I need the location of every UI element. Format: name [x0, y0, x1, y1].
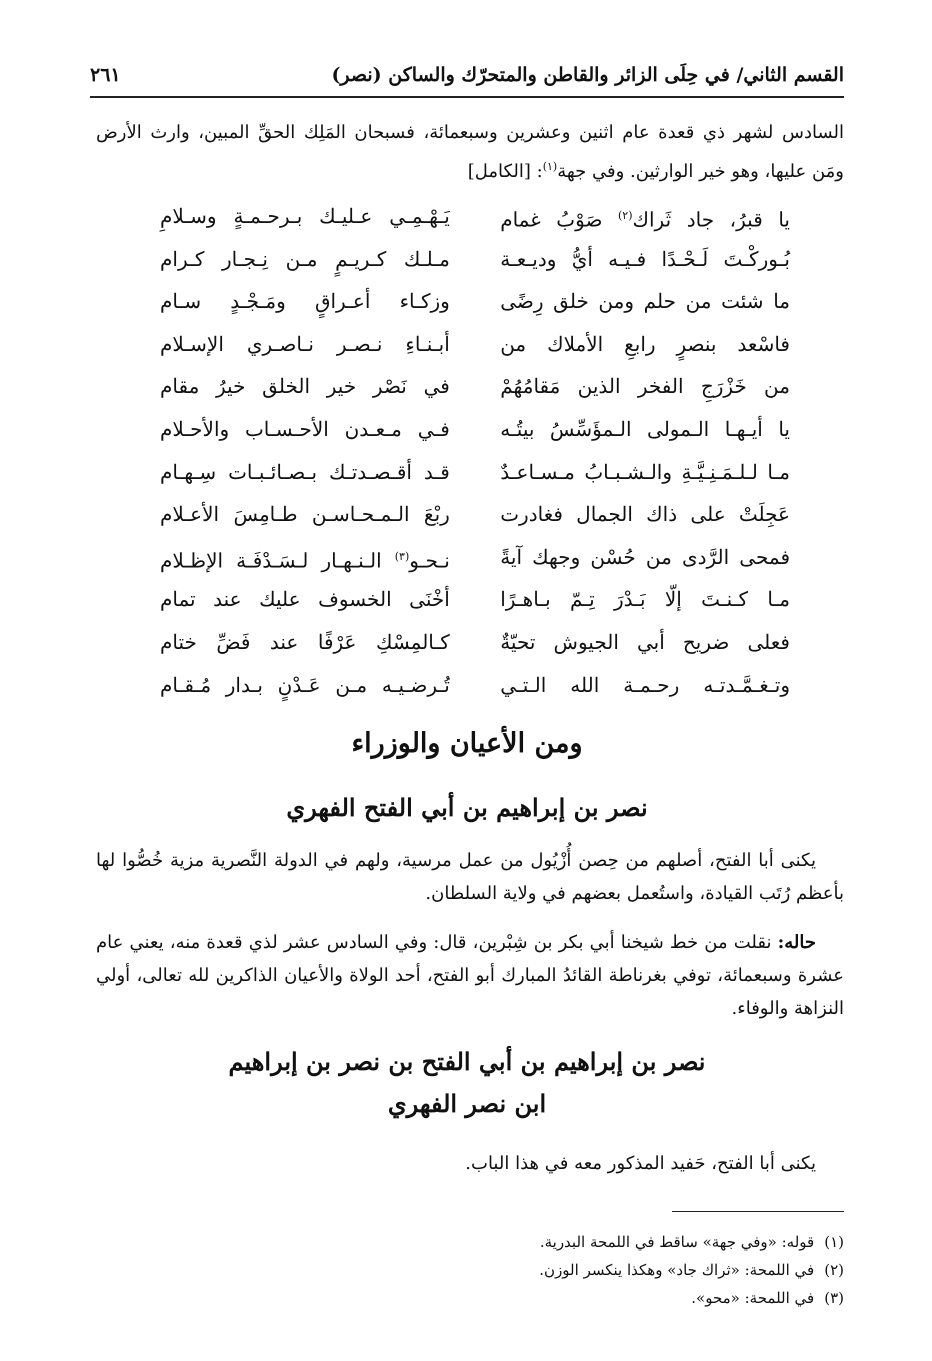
page-number: ٢٦١	[90, 64, 121, 86]
verse-first-hemistich: مـا لـلـمَـنِـيَّـةِ والـشـبـابُ مـسـاعـدٌ	[500, 459, 790, 484]
verse-second-hemistich: مـلـك كـريـمٍ مـن نِـجـار كـرام	[160, 246, 450, 271]
verse-second-hemistich: وزكـاء أعـراقٍ ومَـجْـدٍ سـام	[160, 289, 450, 314]
poem-verse	[160, 196, 790, 239]
person1-paragraph	[96, 844, 844, 910]
footnote-rule	[672, 1211, 844, 1212]
intro-text: السادس لشهر ذي قعدة عام اثنين وعشرين وسبعمائة، فسبحان المَلِك الحقِّ المبين، وارث الأرض ومَن عليها، وهو خير الوارثين. وفي جهة	[96, 122, 844, 182]
verse-second-hemistich: كـالمِسْكِ عَرْفًا عند فَضِّ ختام	[160, 629, 450, 654]
poem-verse	[160, 579, 790, 622]
person2-title-line1: نصر بن إبراهيم بن أبي الفتح بن نصر بن إبراهيم	[228, 1047, 706, 1076]
footnote-text: في اللمحة: «محو».	[691, 1289, 815, 1307]
running-header	[90, 58, 844, 98]
verse-second-hemistich: فـي مـعـدن الأحـسـاب والأحـلام	[160, 416, 450, 441]
footnotes	[96, 1228, 844, 1312]
footnote-number: (٣)	[824, 1289, 844, 1307]
verse-second-hemistich: يَـهْـمِـي عـليـك بـرحـمـةٍ وسـلامِ	[160, 204, 450, 228]
verse-first-hemistich: مـا كـنـتَ إلّا بَـدْرَ تِـمّ بـاهـرًا	[500, 587, 790, 612]
verse-second-hemistich: ربْعَ الـمـحـاسـن طـامِسَ الأعـلام	[160, 502, 450, 527]
poem-verse	[160, 452, 790, 495]
poem-verse	[160, 409, 790, 452]
footnote-number: (١)	[824, 1233, 844, 1251]
verse-first-hemistich: بُـوركْـتَ لَـحْـدًا فـيـه أيُّ وديـعـة	[500, 246, 790, 271]
verse-first-hemistich: فعلى ضريح أبي الجيوش تحيّةٌ	[500, 629, 790, 654]
header-rule	[90, 96, 844, 98]
footnote	[96, 1284, 844, 1312]
poem-verse	[160, 324, 790, 367]
person2-paragraph	[96, 1147, 844, 1180]
footnote-marker-1: (١)	[542, 160, 558, 173]
verse-first-hemistich: فاسْعد بنصرٍ رابعِ الأملاك من	[500, 331, 790, 356]
verse-second-hemistich: نـحـو$^{(٣)}$ الـنـهـار لـسَـدْفَـة الإظـلام	[160, 548, 450, 573]
intro-paragraph	[96, 116, 844, 189]
poem-verse	[160, 622, 790, 665]
poem-verse	[160, 239, 790, 282]
verse-second-hemistich: أخْنَى الخسوف عليك عند تمام	[160, 587, 450, 612]
verse-first-hemistich: وتـغـمَّـدتـه رحـمـة الله الـتـي	[500, 672, 790, 697]
poem	[160, 196, 790, 707]
person2-paragraph-text: يكنى أبا الفتح، حَفيد المذكور معه في هذا الباب.	[465, 1153, 816, 1174]
footnote-text: قوله: «وفي جهة» ساقط في اللمحة البدرية.	[539, 1233, 815, 1251]
verse-second-hemistich: تُـرضـيـه مـن عَـدْنٍ بـدار مُـقـام	[160, 672, 450, 697]
footnote	[96, 1228, 844, 1256]
hal-text: نقلت من خط شيخنا أبي بكر بن شِبْرين، قال: وفي السادس عشر لذي قعدة منه، يعني عام عشرة وسبعمائة، توفي بغرناطة القائدُ المبارك أبو الفتح، أحد الولاة والأعيان الذاكرين لله تعالى، أولي النزاهة والوفاء.	[96, 932, 844, 1019]
verse-first-hemistich: فمحى الرَّدى من حُسْن وجهك آيةً	[500, 544, 790, 569]
footnote	[96, 1256, 844, 1284]
footnote-marker-2: (٢)	[618, 209, 633, 222]
person1-hal-paragraph	[96, 926, 844, 1025]
running-title: القسم الثاني/ في حِلَى الزائر والقاطن والمتحرّك والساكن (نصر)	[331, 64, 844, 86]
footnote-marker-3: (٣)	[394, 549, 410, 563]
poem-verse	[160, 537, 790, 580]
verse-first-hemistich: ما شئت من حلم ومن خلق رِضًى	[500, 289, 790, 314]
verse-first-hemistich: من خَزْرَجِ الفخر الذين مَقامُهُمْ	[500, 374, 790, 399]
verse-first-hemistich: يا قبرُ، جاد ثَراك$^{(٢)}$ صَوْبُ غمام	[500, 207, 790, 232]
hal-label: حاله:	[777, 932, 816, 953]
poem-verse	[160, 665, 790, 708]
verse-second-hemistich: في نَصْر خير الخلق خيرُ مقام	[160, 374, 450, 399]
poem-verse	[160, 494, 790, 537]
verse-first-hemistich: عَجِلَتْ على ذاك الجمال فغادرت	[500, 502, 790, 527]
person2-title	[90, 1042, 844, 1126]
person1-paragraph-text: يكنى أبا الفتح، أصلهم من حِصن أُزْيُول من عمل مرسية، ولهم في الدولة النَّصرية مزية خُصُّوا لها بأعظم رُتَب القيادة، واستُعمل بعضهم في ولاية السلطان.	[96, 850, 844, 904]
verse-second-hemistich: قـد أقـصـدتـك بـصـائـبـات سِـهـام	[160, 459, 450, 484]
person1-title: نصر بن إبراهيم بن أبي الفتح الفهري	[286, 793, 648, 822]
poem-verse	[160, 281, 790, 324]
section-title: ومن الأعيان والوزراء	[351, 728, 583, 759]
verse-first-hemistich: يا أيـهـا الـمولى الـمؤَسِّسُ بيتُـه	[500, 416, 790, 441]
meter-label: : [الكامل]	[467, 161, 543, 182]
footnote-text: في اللمحة: «ثراك جاد» وهكذا ينكسر الوزن.	[539, 1261, 815, 1279]
person2-title-line2: ابن نصر الفهري	[387, 1089, 547, 1118]
verse-second-hemistich: أبـنـاءِ نـصـر نـاصـري الإسـلام	[160, 331, 450, 356]
footnote-number: (٢)	[824, 1261, 844, 1279]
poem-verse	[160, 366, 790, 409]
